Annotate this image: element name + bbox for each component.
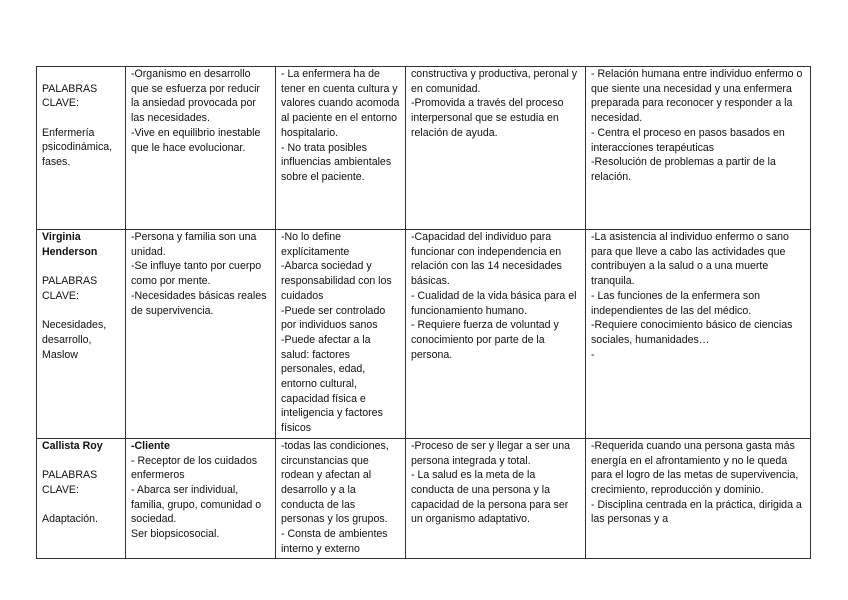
cell-heading: -Cliente <box>131 439 170 452</box>
keyword: psicodinámica, <box>42 141 113 154</box>
cell-text: -Abarca sociedad y responsabilidad con los cuidados <box>281 260 392 302</box>
salud-cell <box>406 230 586 439</box>
keyword: fases. <box>42 156 71 169</box>
cell-text: -Resolución de problemas a partir de la relación. <box>591 156 776 183</box>
cell-text: - Requiere fuerza de voluntad y conocimiento por parte de la persona. <box>411 319 559 361</box>
cell-text: -Requerida cuando una persona gasta más energía en el afrontamiento y no le queda para el logro de las metas de supervivencia, crecimiento, reproducción y dominio. <box>591 439 799 496</box>
enfermeria-cell <box>586 438 811 559</box>
theorist-name: Callista Roy <box>42 439 103 452</box>
table-row <box>37 67 811 230</box>
cell-text: -todas las condiciones, circunstancias que rodean y afectan al desarrollo y a la conducta de las personas y los grupos. <box>281 439 389 526</box>
keywords-label: CLAVE: <box>42 289 79 302</box>
persona-cell <box>126 230 276 439</box>
keywords-label: CLAVE: <box>42 97 79 110</box>
cell-text: -Puede ser controlado por individuos sanos <box>281 304 386 332</box>
table-row <box>37 230 811 439</box>
keywords-label: CLAVE: <box>42 483 79 496</box>
keyword: Adaptación. <box>42 513 98 526</box>
enfermeria-cell <box>586 67 811 230</box>
table-row <box>37 438 811 559</box>
cell-text: -La asistencia al individuo enfermo o sano para que lleve a cabo las actividades que contribuyen a la salud o a una muerte tranquila. <box>591 231 789 288</box>
cell-text: - Las funciones de la enfermera son independientes de las del médico. <box>591 289 761 317</box>
cell-text: -Vive en equilibrio inestable que le hace evolucionar. <box>131 126 261 154</box>
cell-text: - Abarca ser individual, familia, grupo, comunidad o sociedad. <box>131 483 262 526</box>
persona-cell <box>126 67 276 230</box>
cell-text: Ser biopsicosocial. <box>131 528 220 541</box>
theorist-cell <box>37 438 126 559</box>
cell-text: - Consta de ambientes interno y externo <box>281 528 388 555</box>
nursing-models-table <box>36 66 811 559</box>
theorist-cell <box>37 67 126 230</box>
salud-cell <box>406 67 586 230</box>
cell-text: - <box>591 348 595 361</box>
cell-text: -Proceso de ser y llegar a ser una persona integrada y total. <box>411 439 570 467</box>
persona-cell <box>126 438 276 559</box>
cell-text: - Relación humana entre individuo enfermo o que siente una necesidad y una enfermera preparada para reconocer y responder a la necesidad. <box>591 68 803 125</box>
cell-text: -No lo define explícitamente <box>281 231 350 258</box>
keyword: Enfermería <box>42 126 95 139</box>
keyword: Maslow <box>42 348 78 361</box>
cell-text: - Centra el proceso en pasos basados en interacciones terapéuticas <box>591 126 785 154</box>
cell-text: - No trata posibles influencias ambientales sobre el paciente. <box>281 141 392 183</box>
cell-text: - Cualidad de la vida básica para el funcionamiento humano. <box>411 289 577 317</box>
salud-cell <box>406 438 586 559</box>
cell-text: - Disciplina centrada en la práctica, dirigida a las personas y a <box>591 498 802 526</box>
cell-text: -Promovida a través del proceso interpersonal que se estudia en relación de ayuda. <box>411 97 564 139</box>
cell-text: -Se influye tanto por cuerpo como por mente. <box>131 260 262 288</box>
cell-text: - Receptor de los cuidados enfermeros <box>131 454 258 482</box>
keywords-label: PALABRAS <box>42 82 98 95</box>
entorno-cell <box>276 230 406 439</box>
keyword: desarrollo, <box>42 333 92 346</box>
cell-text: -Persona y familia son una unidad. <box>131 231 257 258</box>
cell-text: -Puede afectar a la salud: factores personales, edad, entorno cultural, capacidad física e inteligencia y factores físicos <box>281 333 383 435</box>
enfermeria-cell <box>586 230 811 439</box>
keywords-label: PALABRAS <box>42 469 98 482</box>
cell-text: constructiva y productiva, peronal y en comunidad. <box>411 68 578 95</box>
cell-text: -Capacidad del individuo para funcionar con independencia en relación con las 14 necesidades básicas. <box>411 231 562 288</box>
entorno-cell <box>276 438 406 559</box>
cell-text: - La salud es la meta de la conducta de una persona y la capacidad de la persona para ser un organismo adaptativo. <box>411 469 569 526</box>
cell-text: -Requiere conocimiento básico de ciencias sociales, humanidades… <box>591 319 793 346</box>
cell-text: - La enfermera ha de tener en cuenta cultura y valores cuando acomoda al paciente en el entorno hospitalario. <box>281 68 400 139</box>
cell-text: -Organismo en desarrollo que se esfuerza por reducir la ansiedad provocada por las necesidades. <box>131 68 260 125</box>
keywords-label: PALABRAS <box>42 275 98 288</box>
theorist-name: Virginia Henderson <box>42 231 98 258</box>
cell-text: -Necesidades básicas reales de supervivencia. <box>131 289 267 317</box>
keyword: Necesidades, <box>42 319 107 332</box>
entorno-cell <box>276 67 406 230</box>
theorist-cell <box>37 230 126 439</box>
